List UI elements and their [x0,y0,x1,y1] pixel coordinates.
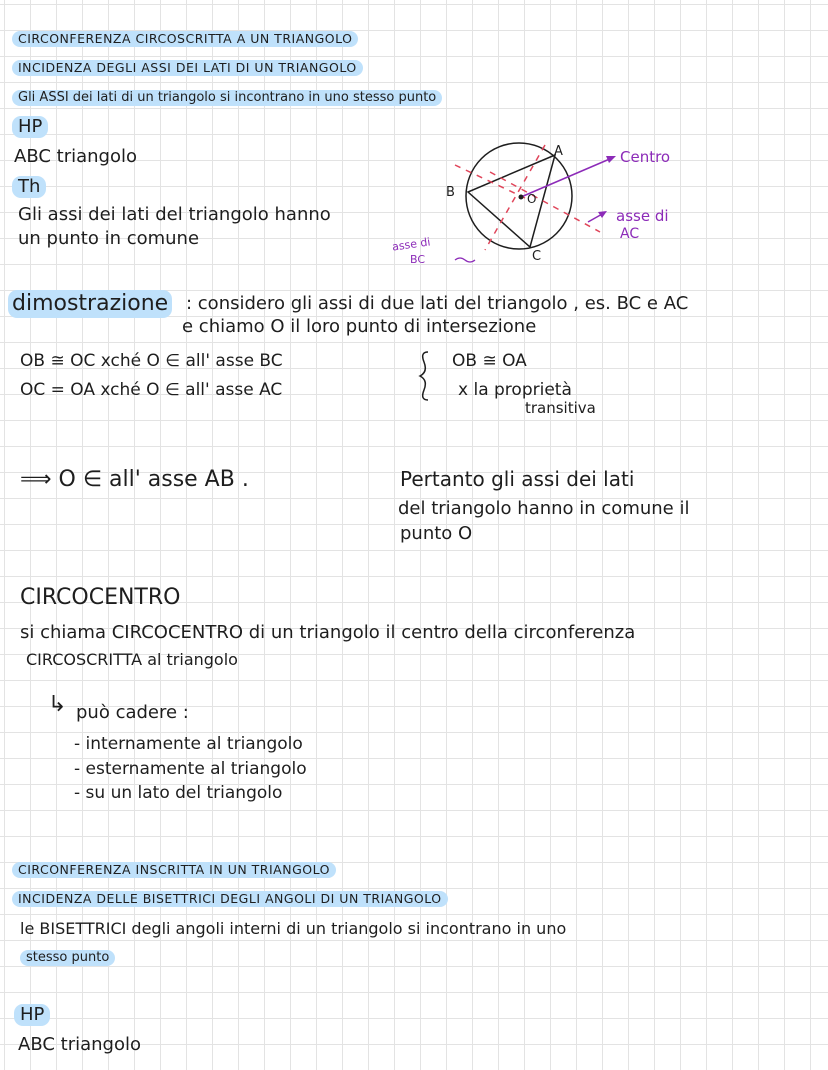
asse-bc-label-1: asse di [391,235,432,254]
list-item: - internamente al triangolo [74,734,303,754]
asse-bc-label-2: BC [410,253,426,266]
equation-result: OB ≅ OA [452,351,527,371]
th-line-1: Gli assi dei lati del triangolo hanno [18,204,331,225]
hp-label: HP [12,116,48,138]
th-label: Th [12,176,46,198]
section-subtitle-bisectors: INCIDENZA DELLE BISETTRICI DEGLI ANGOLI DI UN TRIANGOLO [12,891,448,907]
center-o-label: O [527,192,537,206]
circocentro-def-1: si chiama CIRCOCENTRO di un triangolo il centro della circonferenza [20,622,636,643]
circocentro-def-2: CIRCOSCRITTA al triangolo [26,650,238,669]
hp-label-2: HP [14,1004,50,1026]
statement-line-2: stesso punto [20,950,115,966]
list-item: - su un lato del triangolo [74,783,283,803]
equation-1: OB ≅ OC xché O ∈ all' asse BC [20,351,283,371]
vertex-a-label: A [554,144,563,159]
proof-line-2: e chiamo O il loro punto di intersezione [182,316,537,337]
vertex-b-label: B [446,185,455,200]
th-line-2: un punto in comune [18,228,200,249]
asse-ac-label-1: asse di [616,207,669,225]
centro-label: Centro [620,148,671,166]
conclusion-text-1: Pertanto gli assi dei lati [400,467,635,491]
section-title-inscribed: CIRCONFERENZA INSCRITTA IN UN TRIANGOLO [12,862,336,878]
section-subtitle-axes: INCIDENZA DEGLI ASSI DEI LATI DI UN TRIANGOLO [12,60,363,76]
brace-shape [0,0,828,420]
asse-ac-label-2: AC [620,226,640,242]
hp-text-2: ABC triangolo [18,1034,141,1055]
can-fall-text: può cadere : [76,702,189,723]
circocentro-title: CIRCOCENTRO [20,585,181,610]
statement-line-1: le BISETTRICI degli angoli interni di un triangolo si incontrano in uno [20,919,567,938]
arrow-icon: ↳ [48,692,67,717]
reason-line-1: x la proprietà [458,380,572,400]
section-title-circumscribed: CIRCONFERENZA CIRCOSCRITTA A UN TRIANGOLO [12,31,358,47]
reason-line-2: transitiva [525,399,596,417]
vertex-c-label: C [532,249,542,264]
equation-2: OC = OA xché O ∈ all' asse AC [20,380,283,400]
conclusion-text-3: punto O [400,523,473,544]
conclusion-text-2: del triangolo hanno in comune il [398,498,690,519]
hp-text: ABC triangolo [14,146,137,167]
list-item: - esternamente al triangolo [74,759,307,779]
proof-heading: dimostrazione [8,290,172,318]
conclusion: ⟹ O ∈ all' asse AB . [20,467,249,492]
theorem-statement: Gli ASSI dei lati di un triangolo si incontrano in uno stesso punto [12,90,442,106]
proof-line-1: : considero gli assi di due lati del triangolo , es. BC e AC [186,293,689,314]
